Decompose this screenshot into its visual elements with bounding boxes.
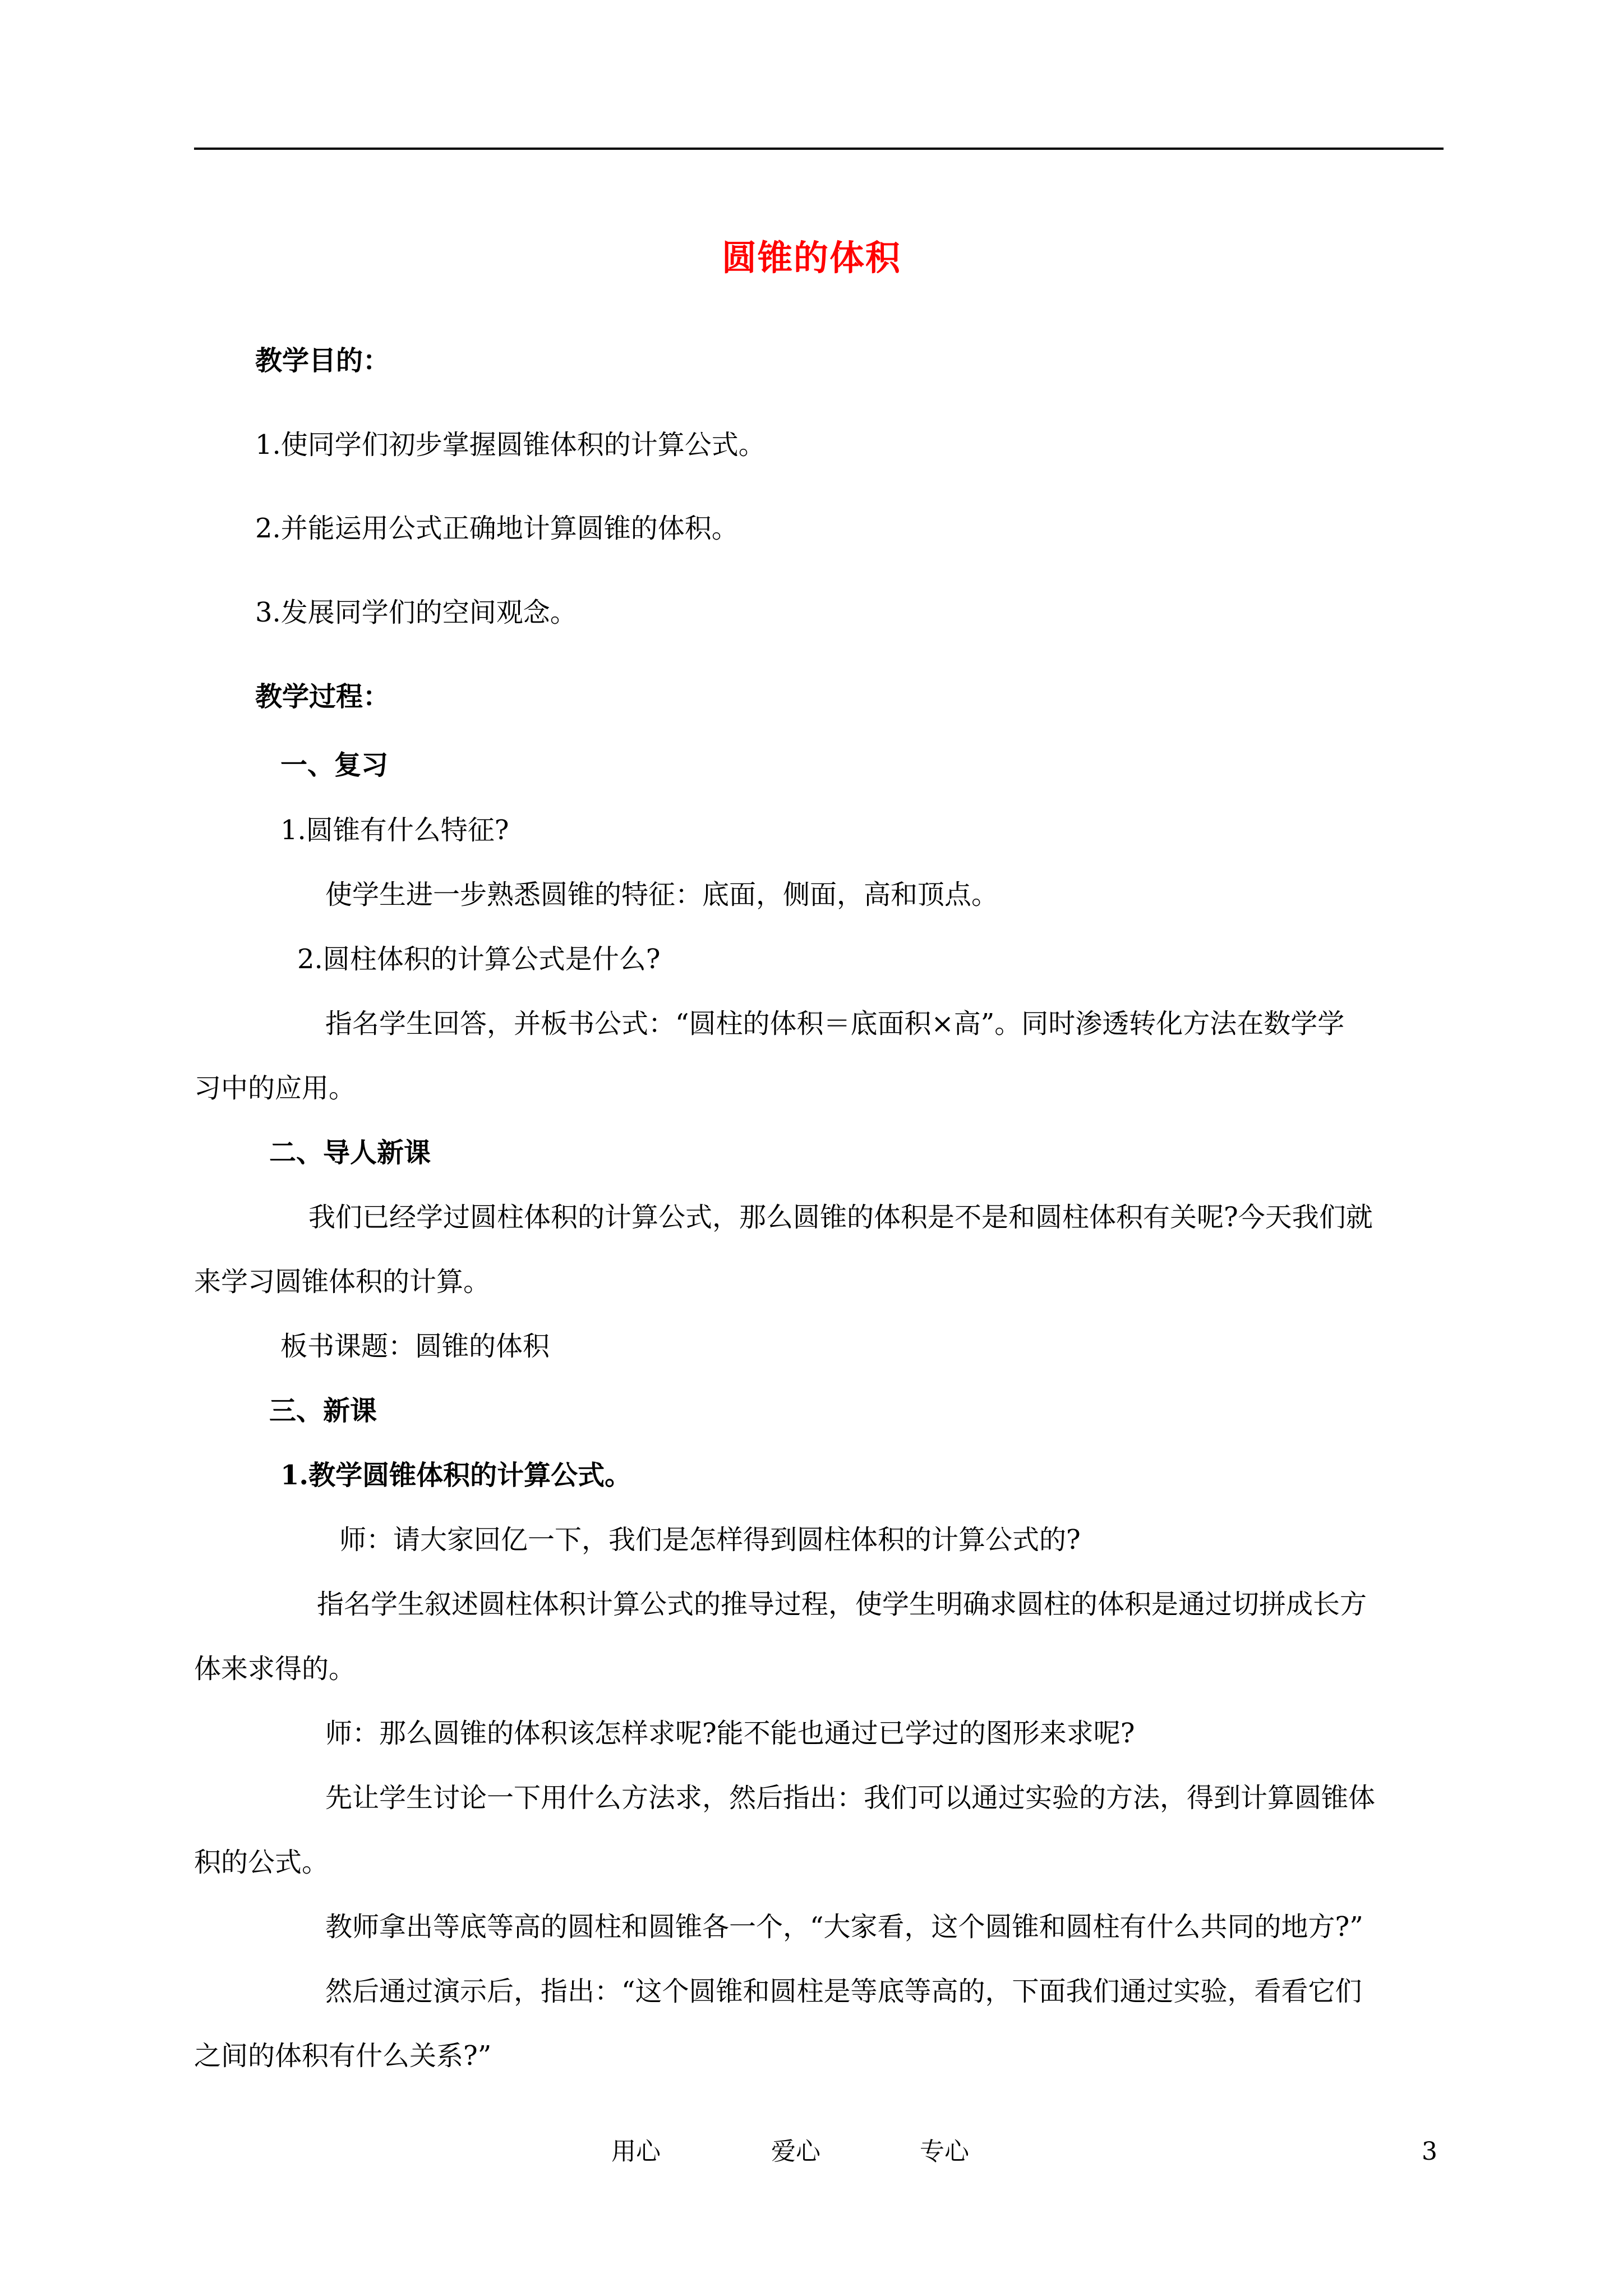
section-intro-heading: 二、导人新课 [269, 1137, 431, 1168]
intro-line-2: 来学习圆锥体积的计算。 [194, 1266, 491, 1297]
discussion-line-2: 积的公式。 [194, 1847, 329, 1878]
footer-motto-3: 专心 [920, 2137, 969, 2166]
review-question-2: 2.圆柱体积的计算公式是什么? [297, 944, 661, 975]
page-number: 3 [1422, 2137, 1437, 2166]
conclusion-line-2: 之间的体积有什么关系?” [194, 2040, 492, 2072]
process-heading: 教学过程： [255, 681, 390, 712]
teacher-question-2: 师：那么圆锥的体积该怎样求呢?能不能也通过已学过的图形来求呢? [325, 1718, 1135, 1749]
objective-item-3: 3.发展同学们的空间观念。 [255, 597, 577, 628]
review-question-1: 1.圆锥有什么特征? [280, 815, 509, 846]
teacher-question-1: 师：请大家回亿一下，我们是怎样得到圆柱体积的计算公式的? [339, 1524, 1081, 1556]
new-lesson-item-1: 1.教学圆锥体积的计算公式。 [280, 1460, 632, 1491]
review-answer-1: 使学生进一步熟悉圆锥的特征：底面，侧面，高和顶点。 [325, 879, 999, 910]
derivation-line-2: 体来求得的。 [194, 1653, 356, 1685]
document-title: 圆锥的体积 [721, 237, 901, 278]
objective-item-1: 1.使同学们初步掌握圆锥体积的计算公式。 [255, 429, 766, 461]
conclusion-line-1: 然后通过演示后，指出：“这个圆锥和圆柱是等底等高的，下面我们通过实验，看看它们 [325, 1976, 1362, 2007]
review-answer-2-line-1: 指名学生回答，并板书公式：“圆柱的体积＝底面积×高”。同时渗透转化方法在数学学 [325, 1008, 1345, 1039]
derivation-line-1: 指名学生叙述圆柱体积计算公式的推导过程，使学生明确求圆柱的体积是通过切拼成长方 [317, 1589, 1367, 1620]
section-review-heading: 一、复习 [280, 749, 389, 781]
discussion-line-1: 先让学生讨论一下用什么方法求，然后指出：我们可以通过实验的方法，得到计算圆锥体 [325, 1782, 1376, 1814]
footer-motto-2: 爱心 [771, 2137, 820, 2166]
footer-motto-1: 用心 [611, 2137, 661, 2166]
objectives-heading: 教学目的： [255, 345, 390, 376]
objective-item-2: 2.并能运用公式正确地计算圆锥的体积。 [255, 513, 739, 544]
header-rule [194, 148, 1444, 150]
review-answer-2-line-2: 习中的应用。 [194, 1073, 356, 1104]
section-new-heading: 三、新课 [269, 1395, 377, 1427]
demo-line-1: 教师拿出等底等高的圆柱和圆锥各一个，“大家看，这个圆锥和圆柱有什么共同的地方?” [325, 1911, 1363, 1943]
board-title: 板书课题：圆锥的体积 [280, 1331, 550, 1362]
intro-line-1: 我们已经学过圆柱体积的计算公式，那么圆锥的体积是不是和圆柱体积有关呢?今天我们就 [308, 1202, 1373, 1233]
